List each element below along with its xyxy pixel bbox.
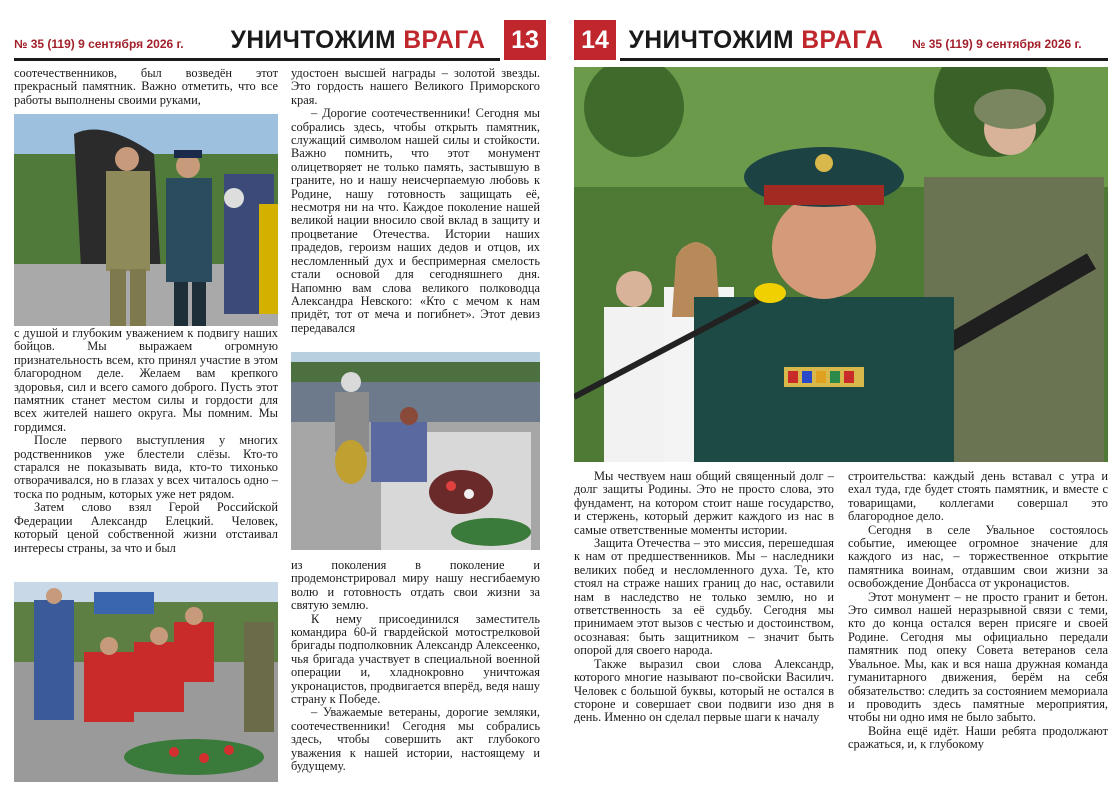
article-text xyxy=(14,327,278,555)
page-gutter xyxy=(548,0,572,800)
article-text xyxy=(848,470,1108,752)
paragraph: строительства: каждый день вставал с утра и ехал туда, где будет стоять памятник, и вместе с товарищами, коллегами совершал это благородное дело. xyxy=(848,469,1108,524)
photo-veterans xyxy=(14,114,278,326)
paragraph: Затем слово взял Герой Российской Федерации Александр Елецкий. Человек, который ценой собственной жизни отстаивал интересы страны, за что и был xyxy=(14,500,278,555)
paragraph: После первого выступления у многих родственников уже блестели слёзы. Кто-то старался не показывать вида, кто-то тихонько отворачивался, но в глазах у всех читалось одно – тоска по родным, которых уже нет рядом. xyxy=(14,433,278,501)
paragraph: Война ещё идёт. Наши ребята продолжают сражаться, и, к глубокому xyxy=(848,723,1108,752)
newspaper-title xyxy=(629,26,884,55)
photo-image xyxy=(291,352,540,550)
page-number: 14 xyxy=(574,20,616,60)
title-word-2: ВРАГА xyxy=(403,26,486,54)
paragraph: – Уважаемые ветераны, дорогие земляки, соотечественники! Сегодня мы собрались здесь, чтобы совершить акт глубокого уважения к нашей истории, настоящему и будущему. xyxy=(291,705,540,774)
paragraph: Этот монумент – не просто гранит и бетон. Это символ нашей неразрывной связи с теми, кто до конца остался верен присяге и своей Родине. Сегодня мы официально передали памятник под опеку Совета ветеранов села Увальное. Мы, как и вся наша дружная команда гуманитарного движения, берём на себя обязательство: следить за состоянием мемориала и проводить здесь памятные мероприятия, чтобы ни одно имя не было забыто. xyxy=(848,589,1108,725)
article-text xyxy=(291,559,540,774)
article-text xyxy=(291,67,540,335)
header-rule xyxy=(620,58,1108,61)
title-word-2: ВРАГА xyxy=(801,26,884,54)
paragraph: Мы чествуем наш общий священный долг – долг защиты Родины. Это не просто слова, это фундамент, на котором стоит наше государство, и стержень, который держит каждого из нас в самые ответственные моменты истории. xyxy=(574,469,834,537)
title-word-1: УНИЧТОЖИМ xyxy=(628,26,795,54)
paragraph: Защита Отечества – это миссия, перешедшая к нам от предшественников. Мы – наследники великих побед и несломленного духа. Те, кто стоял на страже наших границ до нас, оставили нам в наследство не только землю, но и ответственность за её судьбу. Сегодня мы принимаем этот вызов с честью и достоинством, осознавая: быть защитником – значит быть опорой для своего народа. xyxy=(574,536,834,658)
newspaper-page-13 xyxy=(0,0,548,800)
photo-youth-guard xyxy=(14,582,278,782)
newspaper-page-14 xyxy=(572,0,1120,800)
article-text xyxy=(574,470,834,725)
paragraph: с душой и глубоким уважением к подвигу наших бойцов. Мы выражаем огромную признательность всем, кто принял участие в этом благородном деле. Желаем вам крепкого здоровья, сил и всего самого доброго. Пусть этот памятник станет местом силы и гордости для всех жителей нашего округа. Мы помним. Мы гордимся. xyxy=(14,326,278,434)
paragraph: – Дорогие соотечественники! Сегодня мы собрались здесь, чтобы открыть памятник, служащий символом нашей силы и стойкости. Важно помнить, что этот монумент олицетворяет не только память, застывшую в граните, но и нашу неисчерпаемую любовь к Родине, нашу готовность защищать её, несмотря ни на что. Каждое поколение нашей великой нации вносило свой вклад в защиту и процветание Отечества. Истории наших прадедов, героизм наших дедов и отцов, их несломленный дух и беспримерная смелость стали основой для сегодняшнего дня. Напомню вам слова великого полководца Александра Невского: «Кто с мечом к нам придёт, тот от меча и погибнет». Этот девиз передавался xyxy=(291,106,540,335)
issue-date: № 35 (119) 9 сентября 2026 г. xyxy=(14,37,184,51)
newspaper-title xyxy=(231,26,486,55)
paragraph: Сегодня в селе Увальное состоялось событие, имеющее огромное значение для каждого из нас, – торжественное открытие памятника воинам, отдавшим свои жизни за освобождение Донбасса от укронацистов. xyxy=(848,522,1108,591)
photo-image xyxy=(14,582,278,782)
paragraph: из поколения в поколение и продемонстрировал миру нашу несгибаемую волю и готовность отдать свои жизни за святую землю. xyxy=(291,558,540,613)
photo-image xyxy=(574,67,1108,462)
paragraph: К нему присоединился заместитель командира 60-й гвардейской мотострелковой бригады подполковник Александр Алексеенко, чья бригада участвует в специальной военной операции и, хладнокровно уничтожая укронацистов, продвигается вперёд, ведя нашу страну к Победе. xyxy=(291,611,540,707)
photo-image xyxy=(14,114,278,326)
paragraph: соотечественников, был возведён этот прекрасный памятник. Важно отметить, что все работы выполнены своими руками, xyxy=(14,66,278,107)
photo-officer-speech xyxy=(574,67,1108,462)
header-rule xyxy=(14,58,500,61)
article-text xyxy=(14,67,278,107)
photo-laying-flowers xyxy=(291,352,540,550)
page-number: 13 xyxy=(504,20,546,60)
paragraph: Также выразил свои слова Александр, которого многие называют по-свойски Василич. Человек с большой буквы, который не остался в стороне и совершает свои подвиги изо дня в день. Именно он сделал первые шаги к началу xyxy=(574,656,834,725)
paragraph: удостоен высшей награды – золотой звезды. Это гордость нашего Великого Приморского края. xyxy=(291,66,540,107)
issue-date: № 35 (119) 9 сентября 2026 г. xyxy=(912,37,1082,51)
title-word-1: УНИЧТОЖИМ xyxy=(230,26,397,54)
